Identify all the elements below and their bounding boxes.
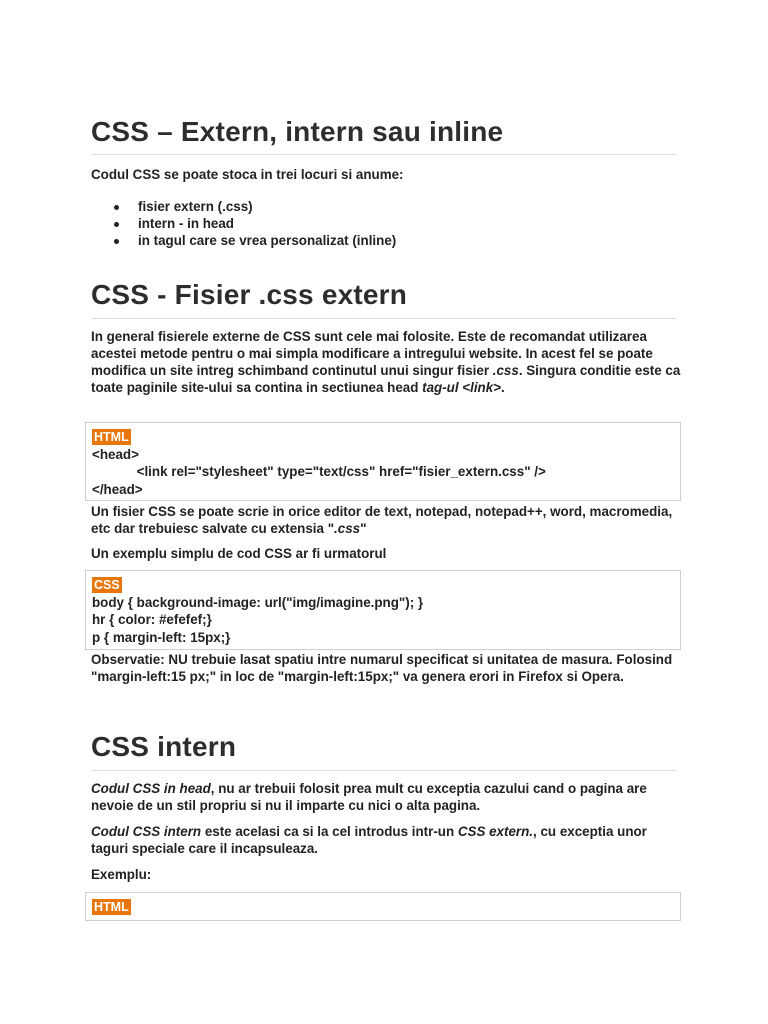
code-line: hr { color: #efefef;} xyxy=(92,612,212,628)
html-code-box xyxy=(85,422,681,501)
html-code-box xyxy=(85,892,681,921)
list-item: in tagul care se vrea personalizat (inline) xyxy=(91,232,396,249)
code-line: p { margin-left: 15px;} xyxy=(92,629,231,645)
heading-divider xyxy=(91,770,677,771)
example-intro-paragraph: Un exemplu simplu de cod CSS ar fi urmatorul xyxy=(91,546,387,561)
css-in-head-paragraph: Codul CSS in head, nu ar trebuii folosit prea mult cu exceptia cazului cand o pagina are nevoie de un stil propriu si nu il imparte cu nici o alta pagina. xyxy=(91,781,647,813)
extern-css-paragraph: In general fisierele externe de CSS sunt cele mai folosite. Este de recomandat utilizarea acestei metode pentru o mai simpla modificare a intregului website. In acest fel se poate modifica un site intreg schimband continutul unui singur fisier .css. Singura conditie este ca toate paginile site-ului sa contina in sectiunea head tag-ul <link>. xyxy=(91,329,681,395)
css-intern-paragraph: Codul CSS intern este acelasi ca si la cel introdus intr-un CSS extern., cu exceptia unor taguri speciale care il incapsuleaza. xyxy=(91,824,647,856)
code-language-tag: HTML xyxy=(94,430,129,444)
css-code-box xyxy=(85,570,681,650)
code-line: <link rel="stylesheet" type="text/css" href="fisier_extern.css" /> xyxy=(92,464,546,480)
list-item: intern - in head xyxy=(91,215,396,232)
code-line: body { background-image: url("img/imagine.png"); } xyxy=(92,594,424,610)
heading-divider xyxy=(91,154,677,155)
example-label: Exemplu: xyxy=(91,867,152,882)
bullet-icon xyxy=(114,222,119,227)
heading-css-extern-intern-inline: CSS – Extern, intern sau inline xyxy=(91,116,504,147)
css-file-paragraph: Un fisier CSS se poate scrie in orice editor de text, notepad, notepad++, word, macromedia, etc dar trebuiesc salvate cu extensia ".css" xyxy=(91,504,673,536)
bullet-icon xyxy=(114,239,119,244)
intro-paragraph: Codul CSS se poate stoca in trei locuri si anume: xyxy=(91,167,404,182)
heading-css-intern: CSS intern xyxy=(91,731,237,762)
heading-divider xyxy=(91,318,677,319)
bullet-icon xyxy=(114,205,119,210)
observation-paragraph: Observatie: NU trebuie lasat spatiu intre numarul specificat si unitatea de masura. Folosind "margin-left:15 px;" in loc de "margin-left:15px;" va genera erori in Firefox si Opera. xyxy=(91,652,673,684)
code-line: </head> xyxy=(92,481,143,497)
heading-fisier-css-extern: CSS - Fisier .css extern xyxy=(91,279,408,310)
storage-locations-list xyxy=(91,198,396,249)
code-language-tag: CSS xyxy=(94,578,120,592)
list-item: fisier extern (.css) xyxy=(91,198,396,215)
code-line: <head> xyxy=(92,446,139,462)
code-language-tag: HTML xyxy=(94,900,129,914)
